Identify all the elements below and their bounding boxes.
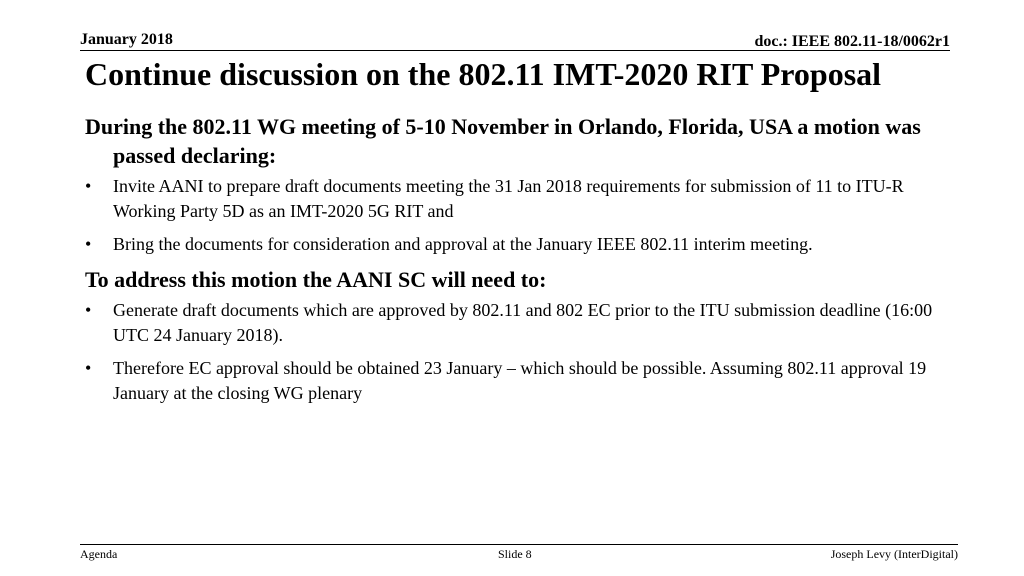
- footer-section: Agenda: [80, 547, 118, 561]
- section-heading: During the 802.11 WG meeting of 5-10 November in Orlando, Florida, USA a motion was passed declaring:: [85, 114, 921, 168]
- bullet-marker: •: [85, 300, 92, 320]
- list-item: [85, 298, 955, 348]
- bullet-list: [85, 174, 955, 257]
- list-item-text: Generate draft documents which are approved by 802.11 and 802 EC prior to the ITU submission deadline (16:00 UTC 24 January 2018).: [113, 300, 933, 345]
- list-item-text: Therefore EC approval should be obtained 23 January – which should be possible. Assuming 802.11 approval 19 January at the closing WG plenary: [113, 358, 927, 403]
- bullet-marker: •: [85, 176, 92, 196]
- bullet-marker: •: [85, 234, 92, 254]
- section-heading: To address this motion the AANI SC will need to:: [85, 267, 547, 292]
- header-doc-id: doc.: IEEE 802.11-18/0062r1: [754, 33, 950, 50]
- footer-divider: [80, 544, 958, 545]
- header-divider: [80, 50, 950, 51]
- header-date: January 2018: [80, 31, 173, 48]
- slide-title: Continue discussion on the 802.11 IMT-2020 RIT Proposal: [85, 56, 882, 92]
- list-item-text: Invite AANI to prepare draft documents meeting the 31 Jan 2018 requirements for submission of 11 to ITU-R Working Party 5D as an IMT-2020 5G RIT and: [113, 176, 904, 221]
- bullet-list: [85, 298, 955, 406]
- list-item-text: Bring the documents for consideration and approval at the January IEEE 802.11 interim meeting.: [113, 234, 813, 254]
- list-item: [85, 232, 955, 257]
- bullet-marker: •: [85, 358, 92, 378]
- slide-body: [85, 112, 955, 414]
- list-item: [85, 174, 955, 224]
- list-item: [85, 356, 955, 406]
- footer-author: Joseph Levy (InterDigital): [830, 547, 958, 561]
- slide-number: Slide 8: [498, 547, 532, 561]
